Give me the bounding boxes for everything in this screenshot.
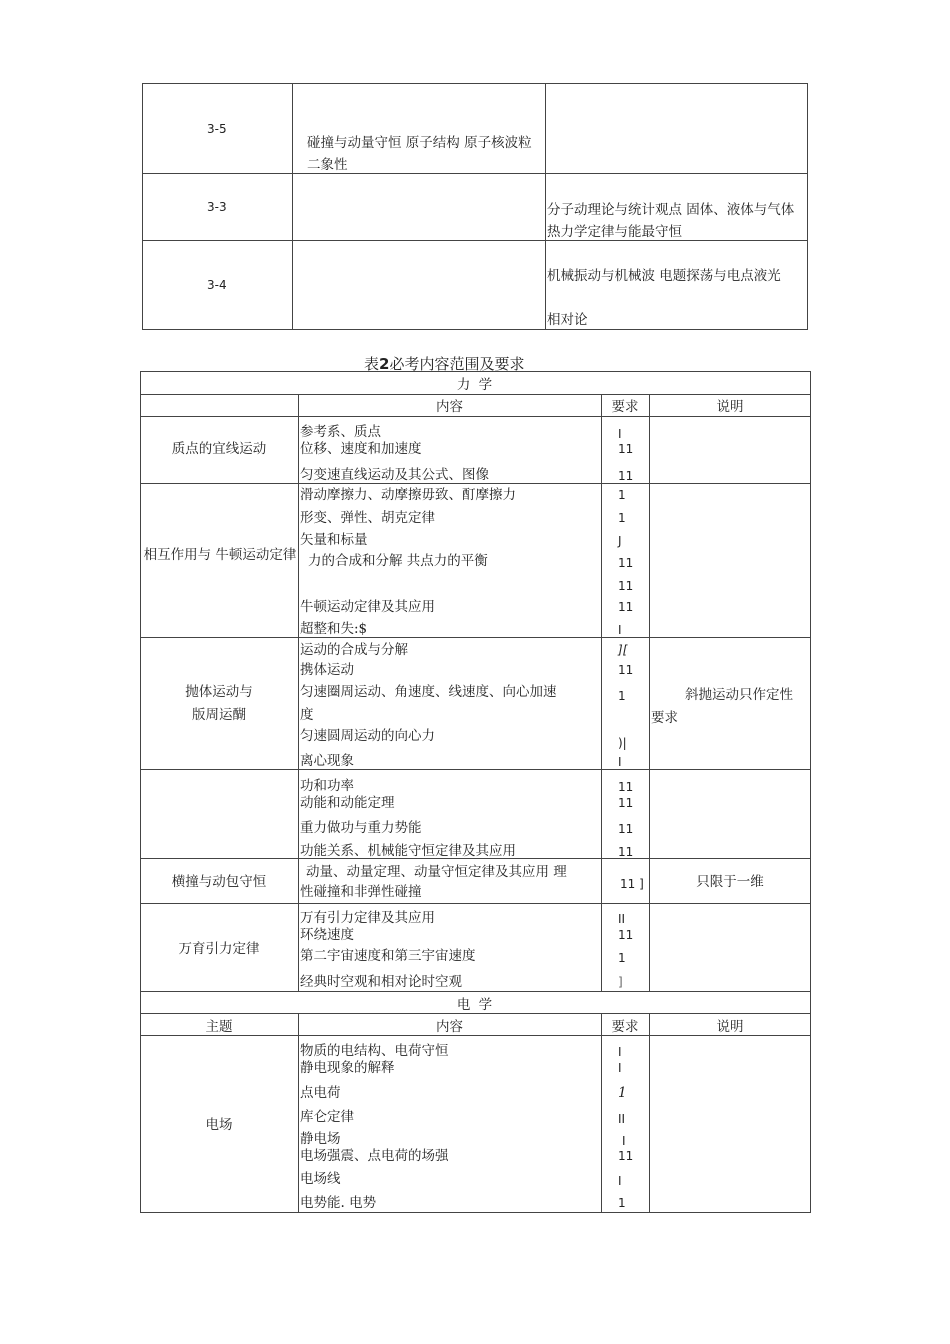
content-item: 电场强震、点电荷的场强 [300, 1148, 449, 1164]
content-item: 匀变速直线运动及其公式、图像 [300, 467, 489, 483]
content-item: 位移、速度和加速度 [300, 441, 422, 457]
requirement-level: 1 [618, 511, 626, 525]
requirement-level: 11 [618, 663, 634, 677]
content-item: 形变、弹性、胡克定律 [300, 510, 435, 526]
requirement-level: II [618, 912, 626, 926]
divider [140, 416, 811, 417]
content-item: 电势能. 电势 [300, 1195, 377, 1211]
content-item: 性碰撞和非弹性碰撞 [300, 884, 422, 900]
content-item: 静电场 [300, 1131, 341, 1147]
divider [298, 394, 299, 991]
content-item: 匀速圆周运动的向心力 [300, 728, 435, 744]
note: 只限于一维 [696, 874, 764, 890]
section-title: 力 学 [456, 377, 495, 393]
topic: 版周运醐 [192, 707, 246, 723]
content-item: 万有引力定律及其应用 [300, 910, 435, 926]
topic: 抛体运动与 [185, 684, 253, 700]
divider [649, 394, 650, 991]
header-content: 内容 [436, 1019, 463, 1035]
content-item: 离心现象 [300, 753, 354, 769]
requirement-level: 11 [618, 780, 634, 794]
section-title: 电 学 [456, 997, 495, 1013]
divider [601, 1013, 602, 1213]
requirement-level: 1 [618, 1085, 627, 1101]
requirement-level: ][ [618, 643, 628, 657]
requirement-level: I [618, 427, 622, 441]
divider [140, 394, 811, 395]
requirement-level: 1 [618, 1196, 626, 1210]
divider [140, 769, 811, 770]
module-content: 机械振动与机械波 电题探荡与电点液光 [547, 268, 781, 284]
requirement-level: 1 [618, 488, 626, 502]
divider [140, 483, 811, 484]
module-content: 相对论 [547, 312, 588, 328]
content-item: 功能关系、机械能守恒定律及其应用 [300, 843, 516, 859]
content-item: 物质的电结构、电荷守恒 [300, 1043, 449, 1059]
requirement-level: I [618, 623, 622, 637]
requirement-level: 1 [618, 951, 626, 965]
content-item: 重力做功与重力势能 [300, 820, 422, 836]
topic: 横撞与动包守恒 [171, 874, 267, 890]
requirement-level: 11 [618, 442, 634, 456]
requirement-level: 11 [618, 556, 634, 570]
requirement-level: )| [618, 736, 627, 750]
header-note: 说明 [716, 1019, 744, 1035]
requirement-level: I [618, 1045, 622, 1059]
topic: 质点的宜线运动 [171, 441, 267, 457]
requirement-level: 1 [618, 689, 626, 703]
requirement-level: 11 [618, 1149, 634, 1163]
header-content: 内容 [436, 399, 463, 415]
requirement-level: I [618, 1174, 622, 1188]
requirement-level: ] [618, 975, 623, 989]
requirement-level: 11 [618, 822, 634, 836]
divider [140, 991, 811, 992]
content-item: 动量、动量定理、动量守恒定律及其应用 理 [306, 864, 567, 880]
divider [140, 1035, 811, 1036]
requirement-level: 11 [618, 579, 634, 593]
content-item: 矢量和标量 [300, 532, 368, 548]
requirement-level: 11 [618, 469, 634, 483]
caption-prefix: 表 [364, 355, 380, 373]
content-item: 动能和动能定理 [300, 795, 395, 811]
note: 斜抛运动只作定性要求 [651, 687, 793, 726]
divider [140, 1013, 811, 1014]
module-code: 3-4 [207, 278, 227, 292]
content-item: 滑动摩擦力、动摩擦毋致、酊摩擦力 [300, 487, 516, 503]
topic: 万育引力定律 [178, 941, 260, 957]
module-code: 3-3 [207, 200, 227, 214]
caption-text: 必考内容范围及要求 [389, 355, 525, 373]
header-requirement: 要求 [611, 1019, 639, 1035]
header-note: 说明 [716, 399, 744, 415]
module-code: 3-5 [207, 122, 227, 136]
content-item: 超整和失:$ [300, 621, 368, 637]
content-item: 电场线 [300, 1171, 341, 1187]
content-item: 第二宇宙速度和第三宇宙速度 [300, 948, 476, 964]
requirement-level: 11 ] [620, 877, 644, 891]
requirement-level: I [618, 1061, 622, 1075]
requirement-level: II [618, 1112, 626, 1126]
module-content: 碰撞与动量守恒 原子结构 原子核波粒二象性 [307, 135, 532, 173]
header-topic: 主题 [205, 1019, 233, 1035]
content-item: 环绕速度 [300, 927, 354, 943]
topic: 相互作用与 牛顿运动定律 [143, 547, 297, 563]
divider [140, 637, 811, 638]
requirement-level: J [618, 534, 622, 548]
requirement-level: 11 [618, 845, 634, 859]
topic: 电场 [205, 1117, 233, 1133]
requirement-level: 11 [618, 928, 634, 942]
content-item: 度 [300, 707, 314, 723]
content-item: 携体运动 [300, 662, 354, 678]
divider [601, 394, 602, 991]
content-item: 匀速圈周运动、角速度、线速度、向心加速 [300, 684, 557, 700]
caption-number: 2 [379, 355, 390, 373]
divider [292, 83, 293, 330]
divider [140, 903, 811, 904]
requirement-level: 11 [618, 600, 634, 614]
requirement-level: I [622, 1134, 626, 1148]
content-item: 牛顿运动定律及其应用 [300, 599, 435, 615]
requirement-level: 11 [618, 796, 634, 810]
content-item: 力的合成和分解 共点力的平衡 [308, 553, 488, 569]
content-item: 静电现象的解释 [300, 1060, 395, 1076]
module-content: 分子动理论与统计观点 固体、液体与气体 热力学定律与能最守恒 [547, 202, 795, 240]
divider [298, 1013, 299, 1213]
content-item: 库仑定律 [300, 1109, 354, 1125]
requirement-level: I [618, 755, 622, 769]
content-item: 经典时空观和相对论时空观 [300, 974, 462, 990]
content-item: 参考系、质点 [300, 424, 381, 440]
content-item: 运动的合成与分解 [300, 642, 408, 658]
divider [649, 1013, 650, 1213]
divider [545, 83, 546, 330]
header-requirement: 要求 [611, 399, 639, 415]
content-item: 功和功率 [300, 778, 354, 794]
content-item: 点电荷 [300, 1085, 341, 1101]
